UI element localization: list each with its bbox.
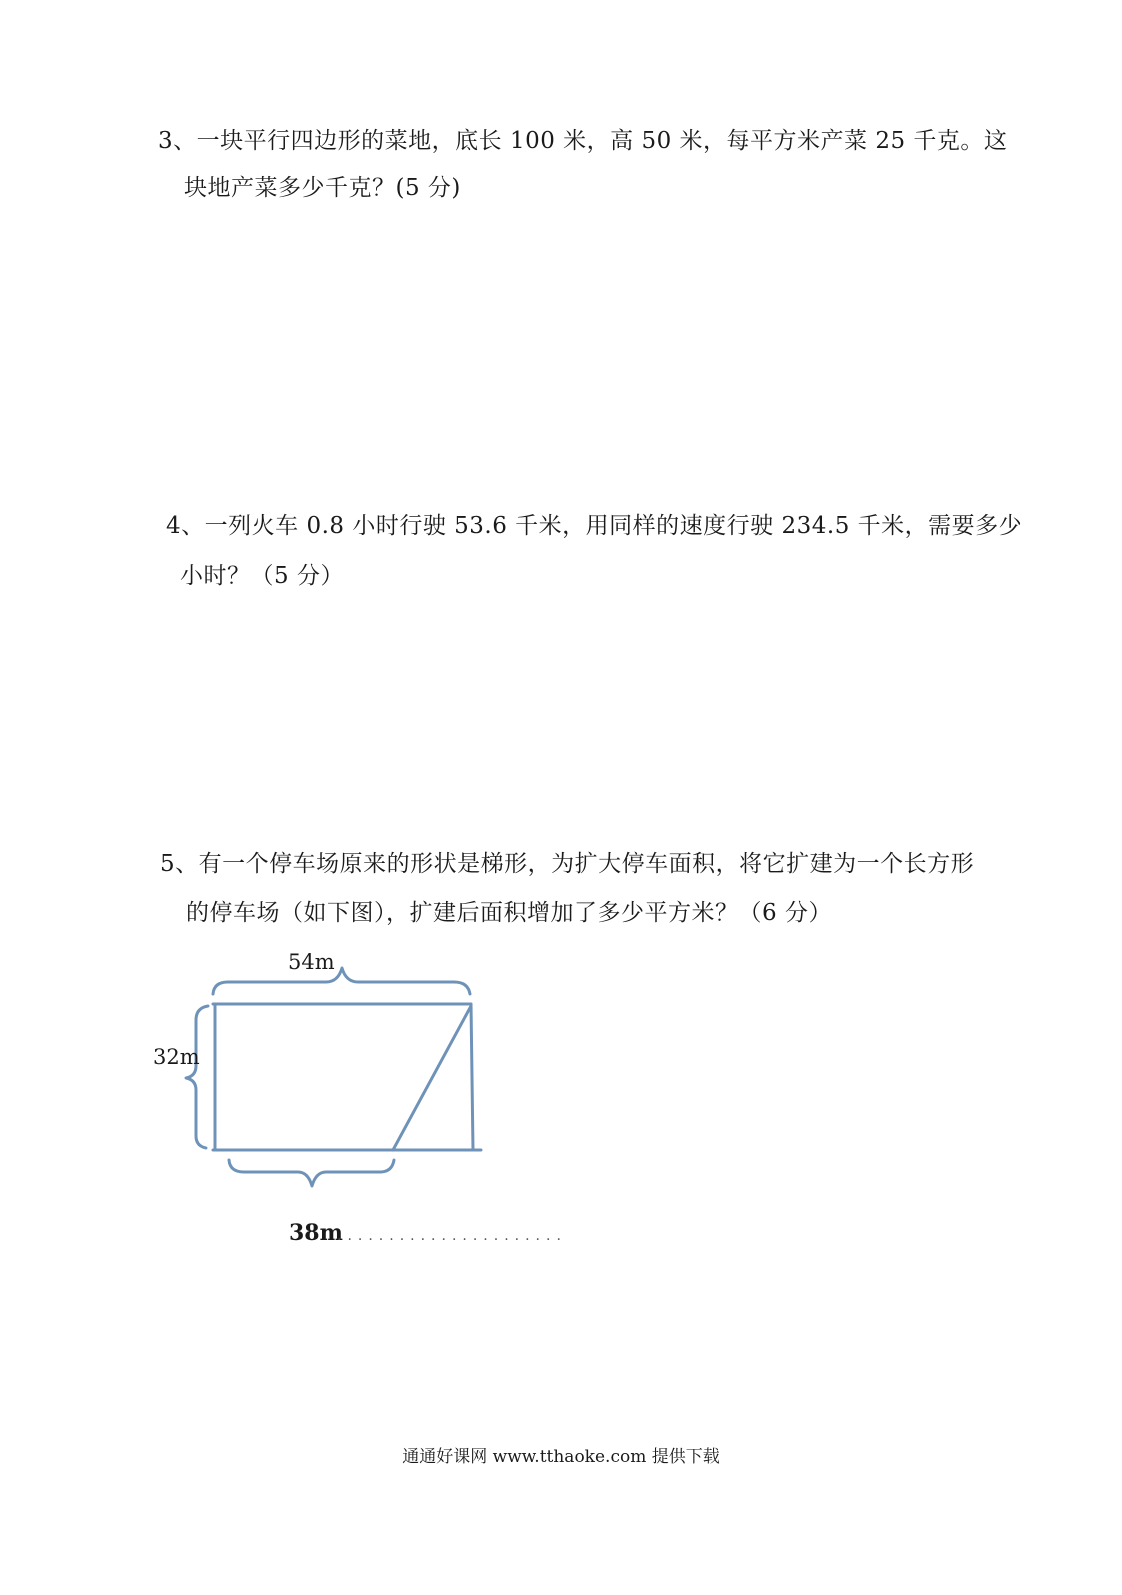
bottom-brace	[229, 1160, 394, 1186]
page-footer: 通通好课网 www.tthaoke.com 提供下载	[402, 1447, 720, 1467]
bottom-dimension-label: 38m	[289, 1220, 343, 1246]
question-4-line-2: 小时？（5 分）	[180, 563, 344, 589]
left-brace	[186, 1006, 208, 1148]
question-5-line-1: 5、有一个停车场原来的形状是梯形，为扩大停车面积，将它扩建为一个长方形	[160, 851, 975, 877]
dotted-leader: ......................	[337, 1228, 567, 1244]
rectangle-right-edge	[471, 1004, 473, 1150]
question-3-line-1: 3、一块平行四边形的菜地，底长 100 米，高 50 米，每平方米产菜 25 千克。这	[158, 128, 1008, 154]
left-dimension-label: 32m	[153, 1045, 200, 1069]
question-5-line-2: 的停车场（如下图），扩建后面积增加了多少平方米？（6 分）	[186, 900, 832, 926]
trapezoid-slant-edge	[393, 1006, 471, 1150]
parking-lot-diagram	[140, 940, 640, 1260]
question-4-line-1: 4、一列火车 0.8 小时行驶 53.6 千米，用同样的速度行驶 234.5 千米，需要多少	[166, 513, 1023, 539]
top-brace	[213, 968, 470, 994]
top-dimension-label: 54m	[288, 950, 335, 974]
question-3-line-2: 块地产菜多少千克？(5 分)	[184, 175, 461, 201]
